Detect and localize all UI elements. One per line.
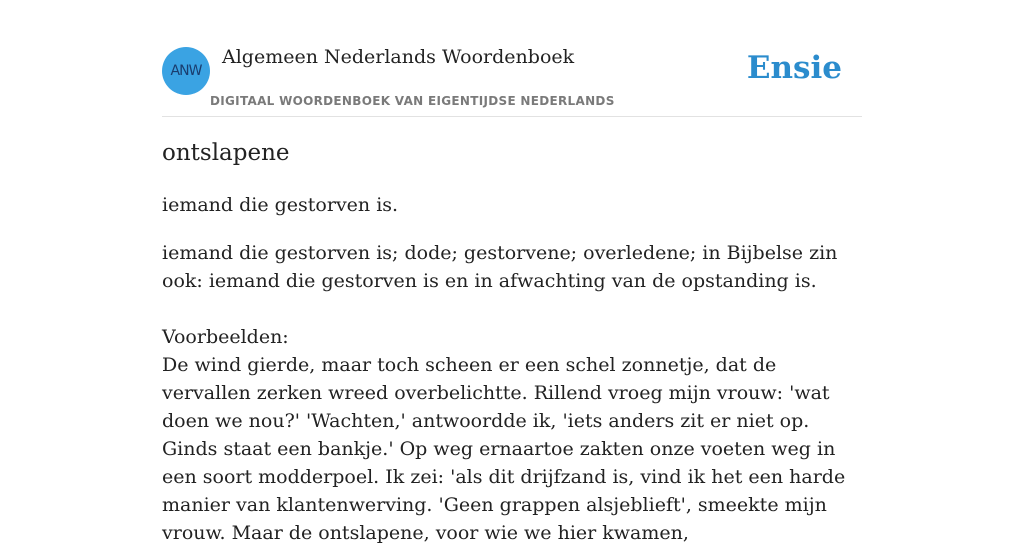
example-text: De wind gierde, maar toch scheen er een schel zonnetje, dat de vervallen zerken wreed overbelichtte. Rillend vroeg mijn vrouw: 'wat doen we nou?' 'Wachten,' antwoordde ik, 'iets anders zit er niet op. Ginds staat een bankje.' Op weg ernaartoe zakten onze voeten weg in een soort modderpoel. Ik zei: 'als dit drijfzand is, vind ik het een harde manier van klantenwerving. 'Geen grappen alsjeblieft', smeekte mijn vrouw. Maar de ontslapene, voor wie we hier kwamen, xyxy=(162,354,846,544)
entry-body xyxy=(162,239,862,547)
anw-logo[interactable]: ANW xyxy=(162,47,210,95)
ensie-brand-link[interactable]: Ensie xyxy=(746,50,842,86)
site-header xyxy=(162,0,862,117)
full-definition: iemand die gestorven is; dode; gestorvene; overledene; in Bijbelse zin ook: iemand die gestorven is en in afwachting van de opstanding is. xyxy=(162,242,838,292)
examples-label: Voorbeelden: xyxy=(162,326,289,348)
short-definition: iemand die gestorven is. xyxy=(162,194,399,216)
page xyxy=(162,0,862,544)
spacer xyxy=(162,295,862,323)
site-title[interactable]: Algemeen Nederlands Woordenboek xyxy=(222,46,575,68)
entry-headword: ontslapene xyxy=(162,140,290,166)
site-subtitle: DIGITAAL WOORDENBOEK VAN EIGENTIJDSE NEDERLANDS xyxy=(210,94,615,108)
